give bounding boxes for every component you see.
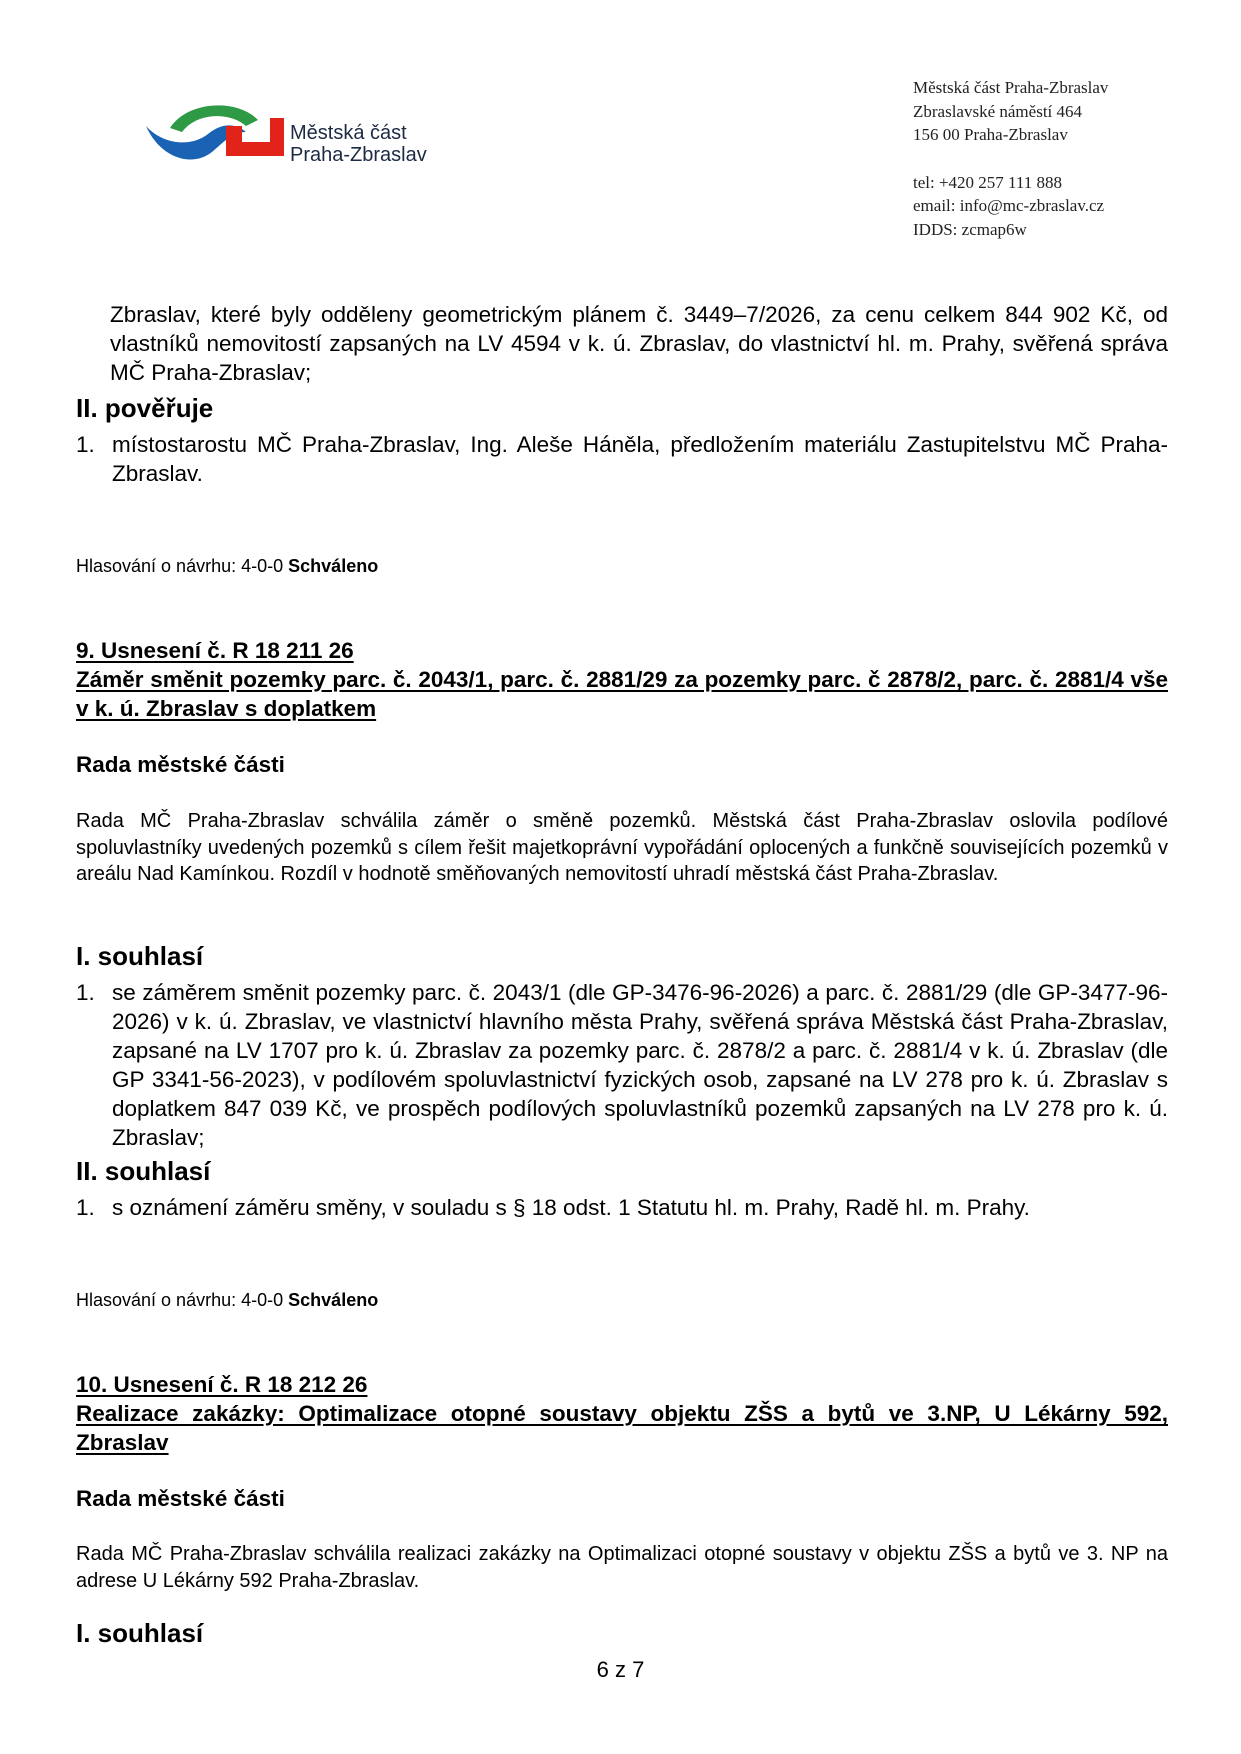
contact-block [913,76,1108,241]
vote-result: 4-0-0 [241,1290,284,1310]
continuation-paragraph: Zbraslav, které byly odděleny geometrickým plánem č. 3449–7/2026, za cenu celkem 844 902 Kč, od vlastníků nemovitostí zapsaných na LV 4594 v k. ú. Zbraslav, do vlastnictví hl. m. Prahy, svěřená správa MČ Praha-Zbraslav; [110,302,1168,385]
council-heading: Rada městské části [76,752,285,777]
vote-line [76,554,1168,578]
contact-name: Městská část Praha-Zbraslav [913,78,1109,97]
vote-label: Hlasování o návrhu: [76,556,237,576]
resolution-number: 10. Usnesení č. R 18 212 26 [76,1372,368,1397]
list-item [76,1193,1168,1222]
resolution-intro: Rada MČ Praha-Zbraslav schválila realizaci zakázky na Optimalizaci otopné soustavy v objektu ZŠS a bytů ve 3. NP na adrese U Lékárny 592 Praha-Zbraslav. [76,1543,1168,1592]
logo-green-arc [170,105,258,132]
list-item-number: 1. [76,1195,95,1220]
resolution-intro: Rada MČ Praha-Zbraslav schválila záměr o směně pozemků. Městská část Praha-Zbraslav oslovila podílové spoluvlastníky uvedených pozemků s cílem řešit majetkoprávní vypořádání oplocených a funkčně souvisejících pozemků v areálu Nad Kamínkou. Rozdíl v hodnotě směňovaných nemovitostí uhradí městská část Praha-Zbraslav. [76,810,1168,885]
list-item-text: se záměrem směnit pozemky parc. č. 2043/1 (dle GP-3476-96-2026) a parc. č. 2881/29 (dle GP-3477-96-2026) v k. ú. Zbraslav, ve vlastnictví hlavního města Prahy, svěřená správa Městská část Praha-Zbraslav, zapsané na LV 1707 pro k. ú. Zbraslav za pozemky parc. č. 2878/2 a parc. č. 2881/4 v k. ú. Zbraslav (dle GP 3341-56-2023), v podílovém spoluvlastnictví fyzických osob, zapsané na LV 278 pro k. ú. Zbraslav s doplatkem 847 039 Kč, ve prospěch podílových spoluvlastníků pozemků zapsaných na LV 278 pro k. ú. Zbraslav; [112,980,1168,1150]
contact-email: email: info@mc-zbraslav.cz [913,196,1105,215]
list-item-number: 1. [76,432,95,457]
contact-city: 156 00 Praha-Zbraslav [913,125,1068,144]
section-heading-souhlasi-II: II. souhlasí [76,1156,211,1186]
list-item-text: s oznámení záměru směny, v souladu s § 18 odst. 1 Statutu hl. m. Prahy, Radě hl. m. Prahy. [112,1195,1030,1220]
vote-status: Schváleno [288,1290,379,1310]
contact-idds: IDDS: zcmap6w [913,219,1027,239]
vote-result: 4-0-0 [241,556,284,576]
council-heading: Rada městské části [76,1486,285,1511]
page-number: 6 z 7 [596,1657,645,1682]
vote-line [76,1288,1168,1312]
contact-tel: tel: +420 257 111 888 [913,172,1063,192]
section-heading-souhlasi: I. souhlasí [76,941,204,971]
section-heading-souhlasi: I. souhlasí [76,1618,204,1648]
list-item [76,430,1168,488]
logo-text-line1: Městská část [290,122,407,144]
logo-text [290,122,427,166]
list-item-number: 1. [76,980,95,1005]
resolution-title: Záměr směnit pozemky parc. č. 2043/1, parc. č. 2881/29 za pozemky parc. č 2878/2, parc. č. 2881/4 vše v k. ú. Zbraslav s doplatkem [76,667,1168,721]
logo-red-block [226,118,284,156]
resolution-title: Realizace zakázky: Optimalizace otopné soustavy objektu ZŠS a bytů ve 3.NP, U Lékárny 592, Zbraslav [76,1401,1168,1455]
section-heading-poveruje: II. pověřuje [76,393,214,423]
logo-text-line2: Praha-Zbraslav [290,144,427,166]
list-item-text: místostarostu MČ Praha-Zbraslav, Ing. Aleše Háněla, předložením materiálu Zastupitelstvu MČ Praha-Zbraslav. [112,432,1168,486]
list-item [76,978,1168,1152]
vote-label: Hlasování o návrhu: [76,1290,237,1310]
contact-street: Zbraslavské náměstí 464 [913,101,1083,121]
vote-status: Schváleno [288,556,379,576]
resolution-number: 9. Usnesení č. R 18 211 26 [76,638,354,663]
